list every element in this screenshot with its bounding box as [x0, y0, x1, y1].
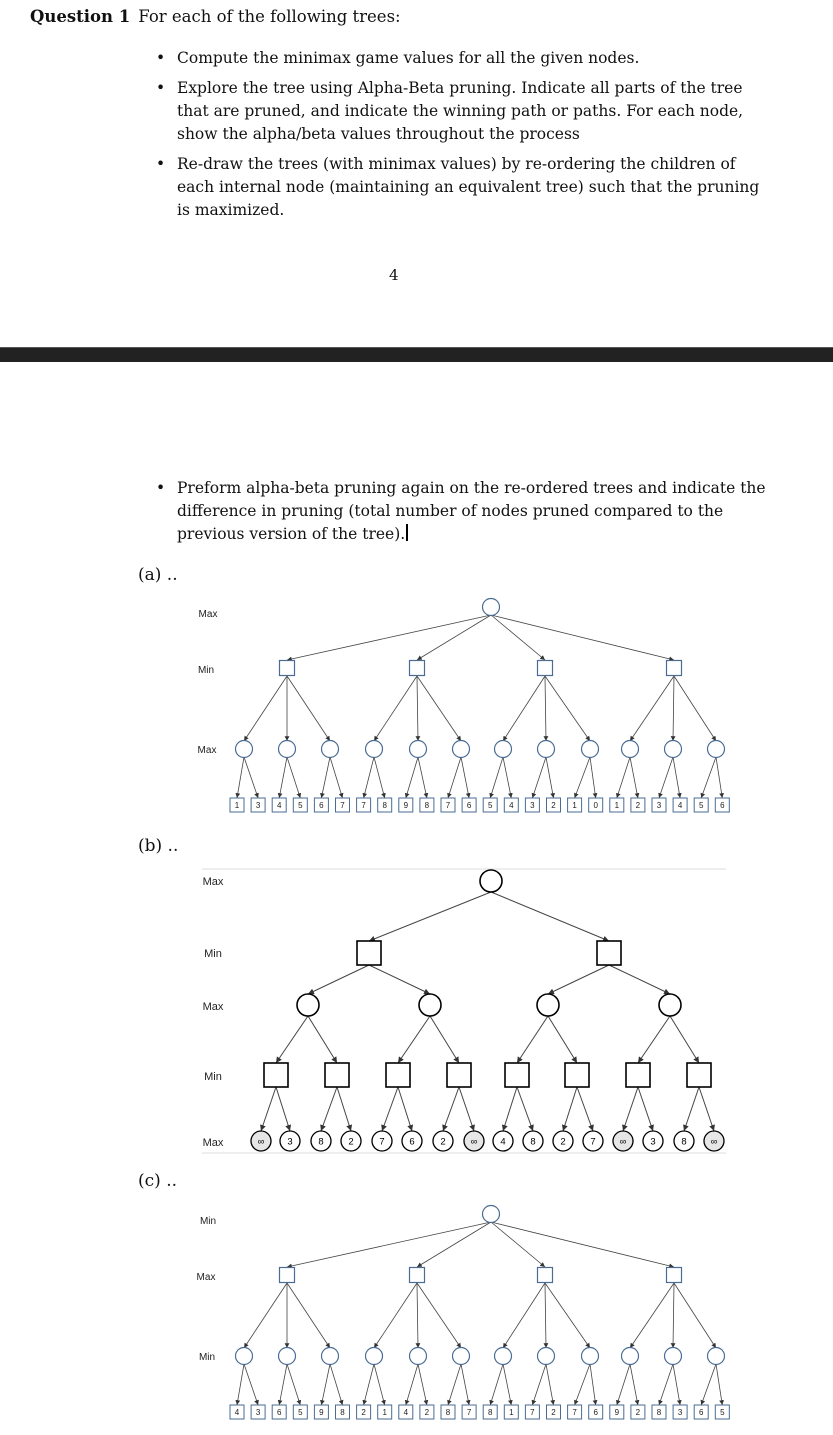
page-number: 4: [389, 266, 399, 284]
tree-edge: [369, 892, 491, 941]
tree-edge: [674, 676, 716, 741]
leaf-value: 3: [650, 1136, 656, 1148]
tree-edge: [623, 1087, 638, 1131]
min-node: [538, 661, 553, 676]
leaf-value: 8: [681, 1136, 687, 1148]
tree-edge: [287, 1222, 491, 1267]
tree-edge: [609, 965, 670, 994]
leaf-value: 4: [403, 1408, 409, 1417]
leaf-value: ∞: [619, 1136, 627, 1148]
tree-edge: [491, 892, 609, 941]
min-node: [410, 661, 425, 676]
tree-edge: [364, 757, 374, 798]
max-node: [659, 994, 681, 1016]
leaf-value: 8: [424, 801, 430, 810]
min-node: [505, 1063, 529, 1087]
tree-edge: [337, 1087, 351, 1131]
max-node: [622, 1348, 639, 1365]
leaf-value: 3: [530, 801, 535, 810]
max-node: [297, 994, 319, 1016]
tree-edge: [382, 1087, 398, 1131]
tree-edge: [398, 1087, 412, 1131]
leaf-value: 6: [466, 801, 472, 810]
tree-edge: [548, 1016, 577, 1063]
tree-edge: [287, 676, 330, 741]
tree-edge: [590, 757, 596, 798]
max-node: [410, 1348, 427, 1365]
tree-edge: [321, 1364, 330, 1405]
max-node: [665, 741, 682, 758]
max-node: [480, 870, 502, 892]
tree-edge: [321, 1087, 337, 1131]
leaf-value: 3: [656, 801, 662, 810]
tree-edge: [517, 1016, 548, 1063]
tree-edge: [417, 676, 461, 741]
tree-edge: [545, 1283, 546, 1348]
part-a-label: (a) ..: [138, 565, 178, 585]
min-node: [280, 661, 295, 676]
tree-edge: [244, 1364, 258, 1405]
tree-edge: [308, 965, 369, 994]
leaf-value: ∞: [710, 1136, 718, 1148]
max-node: [453, 1348, 470, 1365]
leaf-value: 5: [487, 801, 493, 810]
tree-edge: [546, 1364, 554, 1405]
leaf-value: 3: [677, 1408, 683, 1417]
tree-edge: [503, 1087, 517, 1131]
leaf-value: 4: [509, 801, 514, 810]
tree-edge: [673, 676, 674, 741]
instruction-item: • Compute the minimax game values for all the given nodes.: [156, 47, 766, 70]
leaf-value: 4: [276, 801, 282, 810]
tree-edge: [287, 1364, 300, 1405]
max-node: [366, 1348, 383, 1365]
leaf-value: 2: [424, 1408, 430, 1417]
max-node: [708, 741, 725, 758]
tree-edge: [532, 1364, 546, 1405]
level-label: Min: [204, 948, 222, 960]
tree-edge: [459, 1087, 474, 1131]
level-label: Max: [202, 1137, 224, 1149]
leaf-value: 5: [720, 1408, 725, 1417]
max-node: [366, 741, 383, 758]
tree-edge: [330, 1364, 343, 1405]
tree-edge: [279, 1364, 287, 1405]
max-node: [236, 741, 253, 758]
tree-edge: [630, 1283, 674, 1348]
max-node: [453, 741, 470, 758]
min-node: [264, 1063, 288, 1087]
leaf-value: 1: [382, 1408, 387, 1417]
tree-edge: [417, 1222, 491, 1267]
level-label: Min: [204, 1071, 222, 1083]
tree-edge: [563, 1087, 577, 1131]
leaf-value: 5: [298, 1408, 303, 1417]
tree-edge: [503, 1283, 545, 1348]
tree-edge: [545, 1283, 590, 1348]
leaf-value: 2: [560, 1136, 566, 1148]
leaf-value: 7: [530, 1408, 535, 1417]
level-label: Max: [202, 876, 224, 888]
leaf-value: 7: [572, 1408, 577, 1417]
tree-edge: [684, 1087, 699, 1131]
tree-edge: [406, 1364, 418, 1405]
leaf-value: 3: [287, 1136, 293, 1148]
leaf-value: 6: [720, 801, 725, 810]
tree-edge: [287, 615, 491, 660]
tree-edge: [545, 676, 546, 741]
leaf-value: 8: [318, 1136, 324, 1148]
tree-edge: [374, 676, 417, 741]
min-node: [280, 1268, 295, 1283]
tree-edge: [517, 1087, 533, 1131]
tree-edge: [321, 757, 330, 798]
max-node: [236, 1348, 253, 1365]
min-node: [357, 941, 381, 965]
leaf-value: 1: [614, 801, 620, 810]
min-node: [325, 1063, 349, 1087]
instruction-item: • Preform alpha-beta pruning again on the re-ordered trees and indicate the difference in pruning (total number of nodes pruned compared to the previous version of the tree).: [156, 477, 766, 546]
leaf-value: 3: [255, 1408, 261, 1417]
leaf-value: 8: [656, 1408, 662, 1417]
tree-edge: [638, 1016, 670, 1063]
tree-edge: [461, 757, 469, 798]
leaf-value: 8: [487, 1408, 493, 1417]
tree-edge: [701, 757, 716, 798]
leaf-value: 8: [382, 801, 387, 810]
leaf-value: 2: [635, 801, 641, 810]
level-label: Max: [196, 1272, 216, 1283]
min-node: [667, 661, 682, 676]
tree-edge: [673, 1283, 674, 1348]
leaf-value: 7: [361, 801, 366, 810]
tree-edge: [577, 1087, 593, 1131]
tree-edge: [406, 757, 418, 798]
max-node: [410, 741, 427, 758]
max-node: [538, 1348, 555, 1365]
root-node: [483, 599, 500, 616]
question-number: Question 1: [30, 7, 131, 26]
question-intro: For each of the following trees:: [138, 7, 401, 26]
leaf-value: 2: [361, 1408, 366, 1417]
tree-edge: [490, 1364, 503, 1405]
instruction-item: • Explore the tree using Alpha-Beta pruning. Indicate all parts of the tree that are pruned, and indicate the winning path or paths. For each node, show the alpha/beta values throughout the process: [156, 77, 766, 146]
leaf-value: 4: [677, 801, 683, 810]
leaf-value: 6: [698, 1408, 704, 1417]
leaf-value: 1: [234, 801, 240, 810]
tree-edge: [244, 676, 287, 741]
tree-edge: [546, 757, 554, 798]
leaf-value: 7: [340, 801, 345, 810]
min-node: [597, 941, 621, 965]
leaf-value: 2: [440, 1136, 446, 1148]
leaf-value: 7: [590, 1136, 596, 1148]
tree-edge: [244, 757, 258, 798]
leaf-value: ∞: [257, 1136, 265, 1148]
tree-edge: [418, 1364, 427, 1405]
min-node: [687, 1063, 711, 1087]
max-node: [279, 1348, 296, 1365]
tree-edge: [287, 1283, 330, 1348]
tree-edge: [276, 1087, 290, 1131]
tree-edge: [443, 1087, 459, 1131]
leaf-value: 0: [593, 801, 598, 810]
leaf-value: 2: [551, 801, 556, 810]
tree-edge: [374, 1364, 385, 1405]
leaf-value: 9: [319, 1408, 324, 1417]
tree-edge: [287, 757, 300, 798]
tree-edge: [575, 757, 590, 798]
max-node: [279, 741, 296, 758]
leaf-value: 3: [255, 801, 261, 810]
leaf-value: 8: [530, 1136, 536, 1148]
level-label: Max: [198, 609, 218, 620]
leaf-value: 8: [340, 1408, 345, 1417]
tree-edge: [448, 1364, 461, 1405]
leaf-value: ∞: [470, 1136, 478, 1148]
tree-edge: [701, 1364, 716, 1405]
level-label: Max: [197, 745, 217, 756]
level-label: Min: [197, 665, 215, 676]
tree-edge: [244, 1283, 287, 1348]
tree-edge: [545, 676, 590, 741]
leaf-value: 2: [348, 1136, 354, 1148]
max-node: [538, 741, 555, 758]
tree-edge: [418, 757, 427, 798]
tree-edge: [659, 757, 673, 798]
leaf-value: 2: [551, 1408, 556, 1417]
leaf-value: 5: [698, 801, 704, 810]
max-node: [665, 1348, 682, 1365]
level-label: Min: [199, 1216, 217, 1227]
tree-edge: [369, 965, 430, 994]
leaf-value: 9: [403, 801, 409, 810]
tree-edge: [417, 1283, 418, 1348]
tree-edge: [430, 1016, 459, 1063]
tree-edge: [237, 1364, 244, 1405]
level-label: Max: [202, 1001, 224, 1013]
tree-edge: [575, 1364, 590, 1405]
leaf-value: 7: [445, 801, 451, 810]
part-c-label: (c) ..: [138, 1171, 177, 1191]
tree-edge: [279, 757, 287, 798]
leaf-value: 4: [234, 1408, 240, 1417]
leaf-value: 7: [379, 1136, 385, 1148]
root-node: [483, 1206, 500, 1223]
tree-edge: [617, 1364, 630, 1405]
tree-edge: [590, 1364, 596, 1405]
max-node: [582, 1348, 599, 1365]
max-node: [708, 1348, 725, 1365]
leaf-value: 5: [298, 801, 303, 810]
tree-edge: [261, 1087, 276, 1131]
max-node: [622, 741, 639, 758]
tree-edge: [630, 757, 638, 798]
max-node: [537, 994, 559, 1016]
tree-edge: [398, 1016, 430, 1063]
tree-edge: [630, 676, 674, 741]
tree-edge: [659, 1364, 673, 1405]
tree-edge: [699, 1087, 714, 1131]
tree-edge: [532, 757, 546, 798]
tree-edge: [503, 676, 545, 741]
instruction-item: • Re-draw the trees (with minimax values) by re-ordering the children of each internal node (maintaining an equivalent tree) such that the pruning is maximized.: [156, 153, 766, 222]
tree-edge: [417, 615, 491, 660]
tree-edge: [237, 757, 244, 798]
tree-edge: [417, 1283, 461, 1348]
tree-edge: [673, 1364, 680, 1405]
min-node: [447, 1063, 471, 1087]
min-node: [565, 1063, 589, 1087]
tree-edge: [503, 757, 511, 798]
leaf-value: 9: [614, 1408, 620, 1417]
leaf-value: 7: [466, 1408, 472, 1417]
tree-edge: [364, 1364, 374, 1405]
tree-edge: [716, 757, 722, 798]
tree-edge: [673, 757, 680, 798]
leaf-value: 4: [500, 1136, 506, 1148]
min-node: [667, 1268, 682, 1283]
leaf-value: 6: [593, 1408, 598, 1417]
min-node: [410, 1268, 425, 1283]
min-node: [626, 1063, 650, 1087]
tree-edge: [548, 965, 609, 994]
max-node: [322, 1348, 339, 1365]
tree-edge: [308, 1016, 337, 1063]
tree-edge: [330, 757, 343, 798]
tree-edge: [670, 1016, 699, 1063]
leaf-value: 1: [572, 801, 577, 810]
tree-edge: [374, 1283, 417, 1348]
max-node: [495, 1348, 512, 1365]
leaf-value: 1: [509, 1408, 514, 1417]
tree-edge: [276, 1016, 308, 1063]
tree-edge: [461, 1364, 469, 1405]
tree-edge: [503, 1364, 511, 1405]
tree-edge: [490, 757, 503, 798]
tree-edge: [617, 757, 630, 798]
tree-edge: [448, 757, 461, 798]
leaf-value: 8: [445, 1408, 451, 1417]
tree-edge: [630, 1364, 638, 1405]
max-node: [495, 741, 512, 758]
leaf-value: 6: [319, 801, 324, 810]
max-node: [582, 741, 599, 758]
min-node: [538, 1268, 553, 1283]
max-node: [419, 994, 441, 1016]
tree-edge: [638, 1087, 653, 1131]
max-node: [322, 741, 339, 758]
min-node: [386, 1063, 410, 1087]
level-label: Min: [198, 1352, 216, 1363]
tree-edge: [417, 676, 418, 741]
leaf-value: 6: [276, 1408, 282, 1417]
leaf-value: 6: [409, 1136, 415, 1148]
tree-edge: [374, 757, 385, 798]
tree-edge: [674, 1283, 716, 1348]
tree-edge: [716, 1364, 722, 1405]
part-b-label: (b) ..: [138, 836, 179, 856]
leaf-value: 2: [635, 1408, 641, 1417]
